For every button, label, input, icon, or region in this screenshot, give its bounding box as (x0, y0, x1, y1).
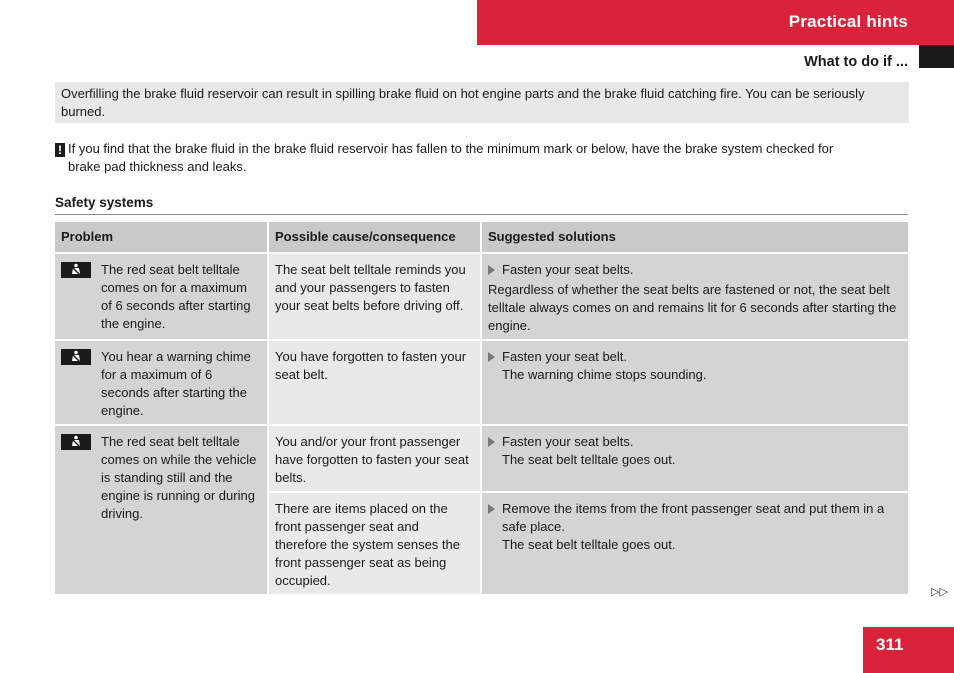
thumb-index-tab (919, 45, 954, 68)
solution-cell (481, 253, 908, 340)
seat-belt-telltale-icon (61, 262, 91, 278)
solution-extra: Regardless of whether the seat belts are fastened or not, the seat belt telltale always comes on and remains lit for 6 seconds after starting the engine. (488, 282, 897, 333)
problem-cell (55, 253, 268, 340)
page-number-box (863, 627, 954, 673)
table-row (55, 253, 908, 340)
solution-cell (481, 492, 908, 595)
note-line-1: If you find that the brake fluid in the brake fluid reservoir has fallen to the minimum mark or below, have the brake system checked for (68, 141, 834, 156)
page-number: 311 (876, 635, 904, 654)
problem-cell (55, 425, 268, 595)
solution-extra: The warning chime stops sounding. (502, 367, 707, 382)
problem-text: The red seat belt telltale comes on while the vehicle is standing still and the engine is running or during driving. (101, 434, 257, 521)
step-arrow-icon (488, 352, 495, 362)
step-arrow-icon (488, 504, 495, 514)
solution-step: Fasten your seat belt. (488, 348, 902, 366)
cause-cell: You and/or your front passenger have forgotten to fasten your seat belts. (268, 425, 481, 492)
solution-cell (481, 425, 908, 492)
safety-systems-table (55, 222, 908, 596)
header-problem: Problem (55, 222, 268, 253)
step-arrow-icon (488, 265, 495, 275)
header-cause: Possible cause/consequence (268, 222, 481, 253)
seat-belt-telltale-icon (61, 434, 91, 450)
solution-step: Fasten your seat belts. (488, 433, 902, 451)
step-arrow-icon (488, 437, 495, 447)
table-header-row (55, 222, 908, 253)
solution-cell (481, 340, 908, 425)
note-paragraph (55, 140, 907, 176)
solution-extra: The seat belt telltale goes out. (502, 537, 676, 552)
continued-arrow-icon: ▷▷ (931, 586, 948, 598)
warning-text: Overfilling the brake fluid reservoir can result in spilling brake fluid on hot engine parts and the brake fluid catching fire. You can be seriously burned. (61, 86, 865, 119)
section-divider (55, 214, 908, 215)
problem-text: You hear a warning chime for a maximum of 6 seconds after starting the engine. (101, 349, 251, 418)
section-title: Safety systems (55, 195, 154, 210)
page-subtitle: What to do if ... (804, 54, 908, 70)
table-row (55, 425, 908, 492)
solution-step: Remove the items from the front passenger seat and put them in a safe place. (488, 500, 902, 536)
cause-cell: You have forgotten to fasten your seat belt. (268, 340, 481, 425)
solution-extra: The seat belt telltale goes out. (502, 452, 676, 467)
header-solutions: Suggested solutions (481, 222, 908, 253)
cause-cell: There are items placed on the front passenger seat and therefore the system senses the front passenger seat as being occupied. (268, 492, 481, 595)
seat-belt-telltale-icon (61, 349, 91, 365)
table-row (55, 340, 908, 425)
warning-box (55, 82, 909, 123)
problem-text: The red seat belt telltale comes on for a maximum of 6 seconds after starting the engine. (101, 262, 251, 331)
solution-step: Fasten your seat belts. (488, 261, 902, 279)
cause-cell: The seat belt telltale reminds you and your passengers to fasten your seat belts before driving off. (268, 253, 481, 340)
problem-cell (55, 340, 268, 425)
exclamation-icon: ! (55, 143, 65, 157)
header-bar (477, 0, 954, 45)
page-section-title: Practical hints (788, 12, 908, 31)
note-line-2: brake pad thickness and leaks. (68, 159, 247, 174)
